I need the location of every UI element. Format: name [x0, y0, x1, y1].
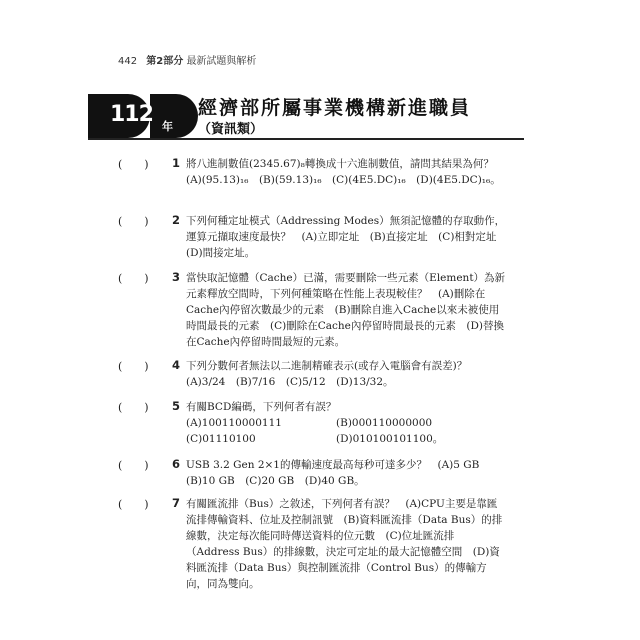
part-label: 第2部分 [146, 56, 184, 67]
answer-blank: ( ) [118, 215, 149, 228]
answer-blank: ( ) [118, 272, 149, 285]
answer-blank: ( ) [118, 360, 149, 373]
question-text: 下列何種定址模式（Addressing Modes）無須記憶體的存取動作，運算元擷取速度最快？ (A)立即定址 (B)直接定址 (C)相對定址 (D)間接定址。 [186, 215, 507, 259]
question-number: 5 [172, 399, 181, 413]
option-b: (B)000110000000 [336, 417, 433, 429]
question-number: 6 [172, 457, 181, 471]
answer-blank: ( ) [118, 401, 149, 414]
title-rule [88, 138, 524, 140]
answer-blank: ( ) [118, 158, 149, 171]
option-a: (A)100110000111 [186, 417, 282, 429]
question-text: 有關BCD編碼，下列何者有誤？ [186, 401, 337, 413]
page-number: 442 [118, 56, 138, 67]
question-text: 當快取記憶體（Cache）已滿，需要刪除一些元素（Element）為新元素釋放空間時，下列何種策略在性能上表現較佳？ (A)刪除在Cache內停留次數最少的元素 (B)刪除自進入Cache以來未被使用時間最長的元素 (C)刪除在Cache內停留時間最長的元素 (D)替換在Cache內停留時間最短的元素。 [186, 272, 506, 348]
question-text: USB 3.2 Gen 2×1的傳輸速度最高每秒可達多少？ (A)5 GB (B)10 GB (C)20 GB (D)40 GB。 [186, 459, 490, 487]
question-number: 4 [172, 358, 181, 372]
options-grid [186, 415, 506, 447]
section-label: 最新試題與解析 [186, 56, 257, 67]
exam-title: 經濟部所屬事業機構新進職員 [198, 97, 472, 119]
year-banner [88, 94, 173, 138]
option-d: (D)010100101100。 [336, 433, 444, 445]
year-banner-tab [150, 94, 198, 138]
year-suffix: 年 [162, 120, 173, 133]
page-header [118, 52, 256, 67]
answer-blank: ( ) [118, 459, 149, 472]
question-text: 將八進制數值(2345.67)₈轉換成十六進制數值，請問其結果為何？ (A)(95.13)₁₆ (B)(59.13)₁₆ (C)(4E5.DC)₁₆ (D)(4E5.DC)₁₆。 [186, 158, 505, 186]
option-c: (C)01110100 [186, 433, 256, 445]
question-number: 2 [172, 213, 181, 227]
question-number: 1 [172, 156, 181, 170]
question-number: 7 [172, 496, 181, 510]
question-number: 3 [172, 270, 181, 284]
answer-blank: ( ) [118, 498, 149, 511]
year-number: 112 [110, 102, 153, 127]
question-text: 下列分數何者無法以二進制精確表示(或存入電腦會有誤差)？ (A)3/24 (B)7/16 (C)5/12 (D)13/32。 [186, 360, 478, 388]
exam-subtitle: （資訊類） [198, 122, 264, 137]
question-text: 有關匯流排（Bus）之敘述，下列何者有誤？ (A)CPU主要是靠匯流排傳輸資料、位址及控制訊號 (B)資料匯流排（Data Bus）的排線數，決定每次能同時傳送資料的位元數 (C)位址匯流排（Address Bus）的排線數，決定可定址的最大記憶體空間 (D)資料匯流排（Data Bus）與控制匯流排（Control Bus）的傳輸方向，同為雙向。 [186, 498, 503, 590]
